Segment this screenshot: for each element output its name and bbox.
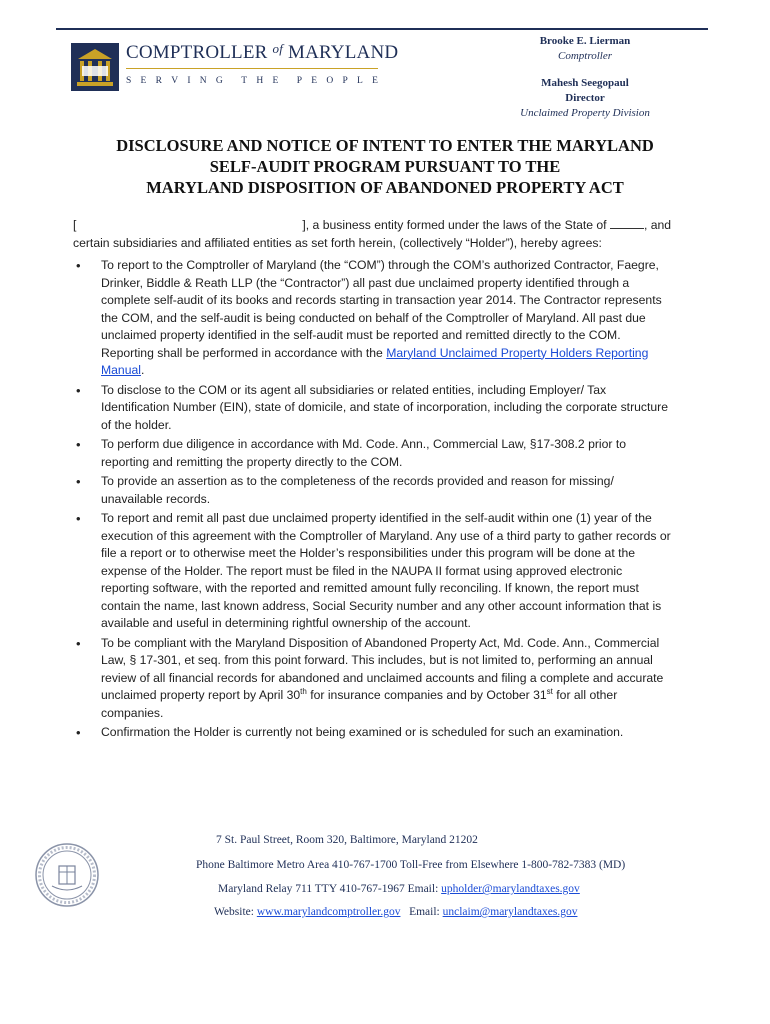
footer-web: Website: www.marylandcomptroller.gov Email: unclaim@marylandtaxes.gov [214,906,578,918]
footer-relay: Maryland Relay 711 TTY 410-767-1967 Email: upholder@marylandtaxes.gov [218,883,580,895]
comptroller-building-icon [70,42,120,92]
director-name: Mahesh Seegopaul [541,77,629,89]
document-title: DISCLOSURE AND NOTICE OF INTENT TO ENTER THE MARYLAND SELF-AUDIT PROGRAM PURSUANT TO THE MARYLAND DISPOSITION OF ABANDONED PROPERTY ACT [116,136,654,197]
footer-phone: Phone Baltimore Metro Area 410-767-1700 Toll-Free from Elsewhere 1-800-782-7383 (MD) [196,859,626,871]
list-item: • To report and remit all past due unclaimed property identified in the self-audit within one (1) year of the execution of this agreement with the Comptroller of Maryland. Any use of a third party to gather records or file a report or to otherwise meet the Holder’s responsibilities under this program will be done at the expense of the Holder. The report must be filed in the NAUPA II format using approved electronic reporting software, with the reported and remitted amount fully reconciling. If known, the report must contain the name, last known address, Social Security number and any other account information that is available and useful in determining rightful ownership of the account. [73,510,673,633]
unclaim-email-link[interactable]: unclaim@marylandtaxes.gov [442,906,578,918]
list-item: • To be compliant with the Maryland Disposition of Abandoned Property Act, Md. Code. Ann., Commercial Law, § 17-301, et seq. from this point forward. This includes, but is not limited to, performing an annual review of all financial records for abandoned and unclaimed accounts and filing a complete and accurate unclaimed property report by April 30th for insurance companies and by October 31st for all other companies. [73,635,673,723]
comptroller-name: Brooke E. Lierman [539,35,631,47]
division-name: Unclaimed Property Division [520,107,650,119]
reporting-manual-link[interactable]: Maryland Unclaimed Property Holders Reporting Manual [101,345,649,377]
logo-rule [126,68,378,69]
list-item: • To disclose to the COM or its agent all subsidiaries or related entities, including Employer/ Tax Identification Number (EIN), state of domicile, and state of incorporation, including the corporate structure of the holder. [73,382,673,435]
list-item: • Confirmation the Holder is currently not being examined or is scheduled for such an examination. [73,724,673,742]
comptroller-title: Comptroller [558,50,612,62]
list-item: • To provide an assertion as to the completeness of the records provided and reason for missing/ unavailable records. [73,473,673,508]
intro-paragraph: [ ], a business entity formed under the laws of the State of , and certain subsidiaries and affiliated entities as set forth herein, (collectively “Holder”), hereby agrees: [73,218,672,250]
logo-title: COMPTROLLER $^{of}$ MARYLAND [126,41,399,63]
logo-tagline: S E R V I N G T H E P E O P L E [126,76,378,86]
state-blank[interactable] [610,218,644,229]
list-item: • To report to the Comptroller of Maryland (the “COM”) through the COM’s authorized Contractor, Faegre, Drinker, Biddle & Reath LLP (the “Contractor”) all past due unclaimed property identified through a complete self-audit of its books and records starting in transaction year 2014. The Contractor represents the COM, and the self-audit is being conducted on behalf of the Comptroller of Maryland. All past due unclaimed property identified in the self-audit must be reported and remitted directly to the COM. Reporting shall be performed in accordance with the Maryland Unclaimed Property Holders Reporting Manual. [73,257,673,380]
footer-address: 7 St. Paul Street, Room 320, Baltimore, Maryland 21202 [216,834,478,846]
top-rule [56,28,708,30]
officials-block [500,34,670,121]
website-link[interactable]: www.marylandcomptroller.gov [256,906,401,918]
director-title: Director [565,92,605,104]
upholder-email-link[interactable]: upholder@marylandtaxes.gov [441,883,580,895]
comptroller-logo [70,42,400,102]
list-item: • To perform due diligence in accordance with Md. Code. Ann., Commercial Law, §17-308.2 prior to reporting and remitting the property directly to the COM. [73,436,673,471]
agreement-list [73,257,673,742]
agreement-body [73,217,673,744]
state-seal-icon [34,842,100,908]
